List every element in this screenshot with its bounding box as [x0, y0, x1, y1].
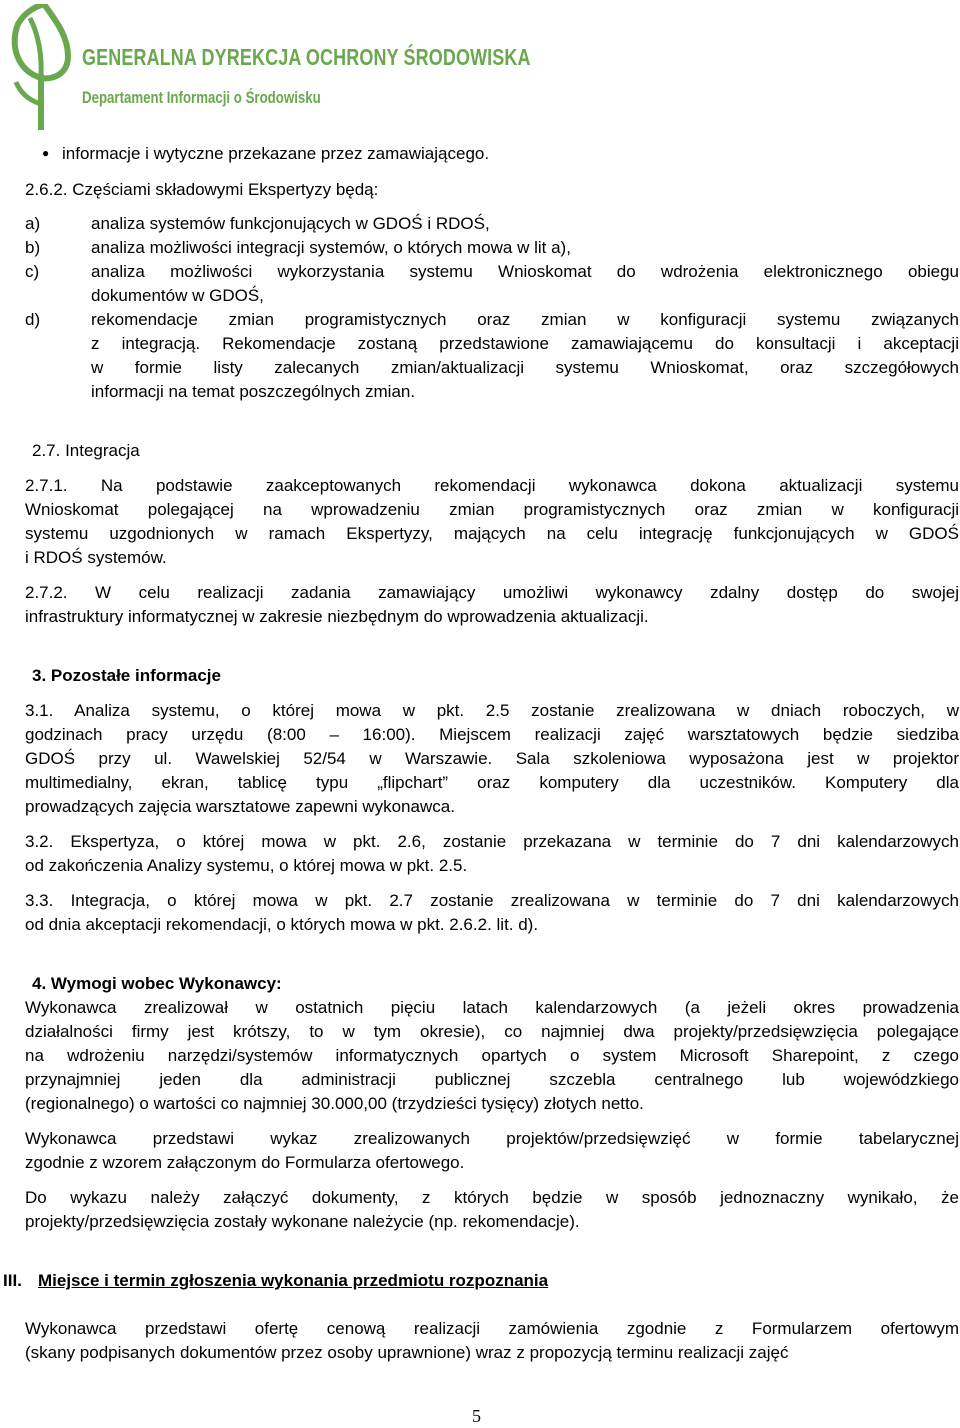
paragraph-4a-line: (regionalnego) o wartości co najmniej 30.000,00 (trzydzieści tysięcy) złotych netto. — [25, 1094, 644, 1113]
paragraph-2-7-1-line: Wnioskomat polegającej na wprowadzeniu zmian programistycznych oraz zmian w konfiguracji — [25, 500, 959, 519]
list-item-a: analiza systemów funkcjonujących w GDOŚ i RDOŚ, — [91, 214, 490, 233]
paragraph-4c-line: projekty/przedsięwzięcia zostały wykonane należycie (np. rekomendacje). — [25, 1212, 580, 1231]
paragraph-4a-line: na wdrożeniu narzędzi/systemów informatycznych opartych o system Microsoft Sharepoint, z czego — [25, 1046, 959, 1065]
paragraph-3-3-line: od dnia akceptacji rekomendacji, o których mowa w pkt. 2.6.2. lit. d). — [25, 915, 539, 934]
page-number: 5 — [472, 1406, 481, 1426]
final-paragraph-line: Wykonawca przedstawi ofertę cenową realizacji zamówienia zgodnie z Formularzem ofertowym — [25, 1319, 959, 1338]
paragraph-3-3-line: 3.3. Integracja, o której mowa w pkt. 2.7 zostanie zrealizowana w terminie do 7 dni kalendarzowych — [25, 891, 959, 910]
list-mark-c: c) — [25, 262, 40, 281]
bullet-icon: ● — [42, 146, 50, 160]
bullet-text: informacje i wytyczne przekazane przez zamawiającego. — [62, 144, 490, 163]
paragraph-2-7-1-line: systemu uzgodnionych w ramach Ekspertyzy, mających na celu integrację funkcjonujących w GDOŚ — [25, 524, 959, 543]
list-mark-d: d) — [25, 310, 41, 329]
org-name: GENERALNA DYREKCJA OCHRONY ŚRODOWISKA — [82, 44, 531, 70]
paragraph-3-1-line: godzinach pracy urzędu (8:00 – 16:00). Miejscem realizacji zajęć warsztatowych będzie siedziba — [25, 725, 959, 744]
paragraph-4a-line: przynajmniej jeden dla administracji publicznej szczebla centralnego lub wojewódzkiego — [25, 1070, 959, 1089]
paragraph-2-7-2-line: infrastruktury informatycznej w zakresie niezbędnym do wprowadzenia aktualizacji. — [25, 607, 649, 626]
paragraph-4a-line: działalności firmy jest krótszy, to w tym okresie), co najmniej dwa projekty/przedsięwzięcia polegające — [25, 1022, 959, 1041]
paragraph-3-2-line: 3.2. Ekspertyza, o której mowa w pkt. 2.6, zostanie przekazana w terminie do 7 dni kalendarzowych — [25, 832, 959, 851]
paragraph-2-6-2: 2.6.2. Częściami składowymi Ekspertyzy będą: — [25, 180, 379, 199]
paragraph-3-2-line: od zakończenia Analizy systemu, o której mowa w pkt. 2.5. — [25, 856, 468, 875]
list-item-b: analiza możliwości integracji systemów, o których mowa w lit a), — [91, 238, 571, 257]
paragraph-2-7-1-line: i RDOŚ systemów. — [25, 548, 167, 567]
list-item-d-line: z integracją. Rekomendacje zostaną przedstawione zamawiającemu do konsultacji i akceptacji — [91, 334, 959, 353]
leaf-logo-icon — [8, 4, 74, 132]
paragraph-3-1-line: multimedialny, ekran, tablicę typu „flipchart” oraz komputery dla uczestników. Komputery dla — [25, 773, 959, 792]
heading-3: 3. Pozostałe informacje — [32, 666, 221, 685]
paragraph-4c-line: Do wykazu należy załączyć dokumenty, z których będzie w sposób jednoznaczny wynikało, że — [25, 1188, 959, 1207]
paragraph-3-1-line: GDOŚ przy ul. Wawelskiej 52/54 w Warszawie. Sala szkoleniowa wyposażona jest w projektor — [25, 749, 959, 768]
section-number: III. — [3, 1271, 22, 1290]
paragraph-2-7-2-line: 2.7.2. W celu realizacji zadania zamawiający umożliwi wykonawcy zdalny dostęp do swojej — [25, 583, 959, 602]
final-paragraph-line: (skany podpisanych dokumentów przez osoby uprawnione) wraz z propozycją terminu realizacji zajęć — [25, 1343, 789, 1362]
paragraph-3-1-line: 3.1. Analiza systemu, o której mowa w pkt. 2.5 zostanie zrealizowana w dniach roboczych, w — [25, 701, 959, 720]
dept-name: Departament Informacji o Środowisku — [82, 88, 321, 107]
list-item-d-line: rekomendacje zmian programistycznych oraz zmian w konfiguracji systemu związanych — [91, 310, 959, 329]
heading-2-7: 2.7. Integracja — [32, 441, 140, 460]
list-mark-b: b) — [25, 238, 41, 257]
list-item-d-line: w formie listy zalecanych zmian/aktualizacji systemu Wnioskomat, oraz szczegółowych — [91, 358, 959, 377]
list-mark-a: a) — [25, 214, 41, 233]
paragraph-4b-line: zgodnie z wzorem załączonym do Formularza ofertowego. — [25, 1153, 465, 1172]
list-item-c-line: dokumentów w GDOŚ, — [91, 286, 264, 305]
section-title: Miejsce i termin zgłoszenia wykonania przedmiotu rozpoznania — [38, 1271, 549, 1290]
paragraph-3-1-line: prowadzących zajęcia warsztatowe zapewni wykonawca. — [25, 797, 455, 816]
list-item-d-line: informacji na temat poszczególnych zmian. — [91, 382, 416, 401]
list-item-c-line: analiza możliwości wykorzystania systemu Wnioskomat do wdrożenia elektronicznego obiegu — [91, 262, 959, 281]
heading-4: 4. Wymogi wobec Wykonawcy: — [32, 974, 282, 993]
paragraph-2-7-1-line: 2.7.1. Na podstawie zaakceptowanych rekomendacji wykonawca dokona aktualizacji systemu — [25, 476, 959, 495]
paragraph-4b-line: Wykonawca przedstawi wykaz zrealizowanych projektów/przedsięwzięć w formie tabelarycznej — [25, 1129, 959, 1148]
paragraph-4a-line: Wykonawca zrealizował w ostatnich pięciu latach kalendarzowych (a jeżeli okres prowadzenia — [25, 998, 959, 1017]
